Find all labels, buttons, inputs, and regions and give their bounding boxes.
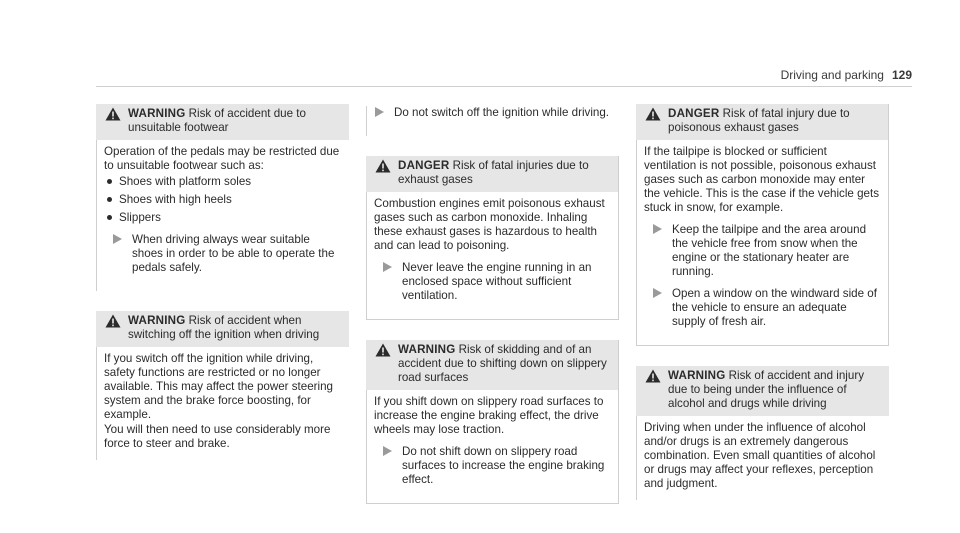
box-body [96, 140, 349, 291]
step-arrow-icon [113, 234, 122, 244]
heading-text: Risk of accident due to unsuitable footwear [128, 107, 306, 134]
column-1 [96, 104, 349, 480]
paragraph: If the tailpipe is blocked or sufficient ventilation is not possible, poisonous exhaust gases such as carbon monoxide may enter the vehicle. This is the case if the vehicle gets stuck in snow, for example. [644, 145, 880, 214]
paragraph: If you shift down on slippery road surfaces to increase the engine braking effect, the drive wheels may lose traction. [374, 395, 604, 436]
page-number: 129 [891, 68, 912, 82]
list-item-text: Shoes with platform soles [119, 175, 252, 188]
header-rule [96, 86, 912, 87]
signal-word: WARNING [128, 107, 186, 120]
box-heading [366, 340, 619, 390]
section-title: Driving and parking [780, 68, 884, 82]
continued-step-box [366, 106, 619, 136]
heading-text: Risk of skidding and of an accident due to shifting down on slippery road surfaces [398, 343, 607, 384]
signal-word: DANGER [668, 107, 720, 120]
box-heading [636, 104, 889, 140]
step-text: Do not switch off the ignition while driving. [394, 106, 610, 119]
action-step [374, 445, 611, 487]
warning-box-ignition [96, 311, 349, 460]
action-step [374, 261, 611, 303]
box-heading [96, 311, 349, 347]
box-heading [366, 156, 619, 192]
paragraph: You will then need to use considerably more force to steer and brake. [104, 423, 331, 450]
box-body [96, 347, 349, 460]
warning-triangle-icon [645, 107, 661, 121]
bullet-dot-icon [107, 215, 112, 220]
action-step [104, 233, 341, 275]
box-body [636, 140, 889, 345]
step-text: Never leave the engine running in an enclosed space without sufficient ventilation. [402, 261, 592, 302]
box-heading [96, 104, 349, 140]
warning-triangle-icon [375, 343, 391, 357]
step-text: When driving always wear suitable shoes in order to be able to operate the pedals safely. [132, 233, 335, 274]
box-body [636, 416, 889, 500]
signal-word: WARNING [128, 314, 186, 327]
box-body [366, 192, 619, 319]
danger-box-tailpipe [636, 104, 889, 346]
step-arrow-icon [653, 224, 662, 234]
bullet-list [104, 175, 341, 225]
box-heading [636, 366, 889, 416]
step-arrow-icon [383, 446, 392, 456]
box-body [366, 390, 619, 503]
list-item [104, 211, 341, 225]
action-step [644, 223, 881, 279]
heading-text: Risk of accident when switching off the ignition when driving [128, 314, 320, 341]
action-step [644, 287, 881, 329]
heading-text: Risk of fatal injuries due to exhaust gases [398, 159, 589, 186]
list-item-text: Shoes with high heels [119, 193, 232, 206]
signal-word: WARNING [398, 343, 456, 356]
step-text: Keep the tailpipe and the area around the vehicle free from snow when the engine or the stationary heater are running. [672, 223, 867, 278]
column-3 [636, 104, 889, 520]
bullet-dot-icon [107, 179, 112, 184]
step-arrow-icon [375, 107, 384, 117]
list-item [104, 193, 341, 207]
page-header [781, 68, 912, 82]
warning-box-skidding [366, 340, 619, 504]
step-text: Open a window on the windward side of the vehicle to ensure an adequate supply of fresh air. [672, 287, 877, 328]
paragraph: Driving when under the influence of alcohol and/or drugs is an extremely dangerous combination. Even small quantities of alcohol or drugs may affect your reflexes, perception and judgment. [644, 421, 876, 490]
warning-triangle-icon [105, 314, 121, 328]
step-arrow-icon [383, 262, 392, 272]
bullet-dot-icon [107, 197, 112, 202]
step-text: Do not shift down on slippery road surfaces to increase the engine braking effect. [402, 445, 605, 486]
warning-box-alcohol [636, 366, 889, 500]
heading-text: Risk of fatal injury due to poisonous exhaust gases [668, 107, 850, 134]
paragraph: If you switch off the ignition while driving, safety functions are restricted or no longer available. This may affect the power steering system and the brake force boosting, for example. [104, 352, 333, 421]
paragraph: Combustion engines emit poisonous exhaust gases such as carbon monoxide. Inhaling these exhaust gases is hazardous to health and can lead to poisoning. [374, 197, 605, 252]
list-item-text: Slippers [119, 211, 161, 224]
action-step [366, 106, 619, 136]
signal-word: WARNING [668, 369, 726, 382]
paragraph: Operation of the pedals may be restricted due to unsuitable footwear such as: [104, 145, 340, 172]
warning-triangle-icon [645, 369, 661, 383]
warning-triangle-icon [375, 159, 391, 173]
signal-word: DANGER [398, 159, 450, 172]
warning-triangle-icon [105, 107, 121, 121]
danger-box-exhaust [366, 156, 619, 320]
column-2 [366, 104, 619, 524]
warning-box-footwear [96, 104, 349, 291]
list-item [104, 175, 341, 189]
step-arrow-icon [653, 288, 662, 298]
heading-text: Risk of accident and injury due to being under the influence of alcohol and drugs while driving [668, 369, 864, 410]
